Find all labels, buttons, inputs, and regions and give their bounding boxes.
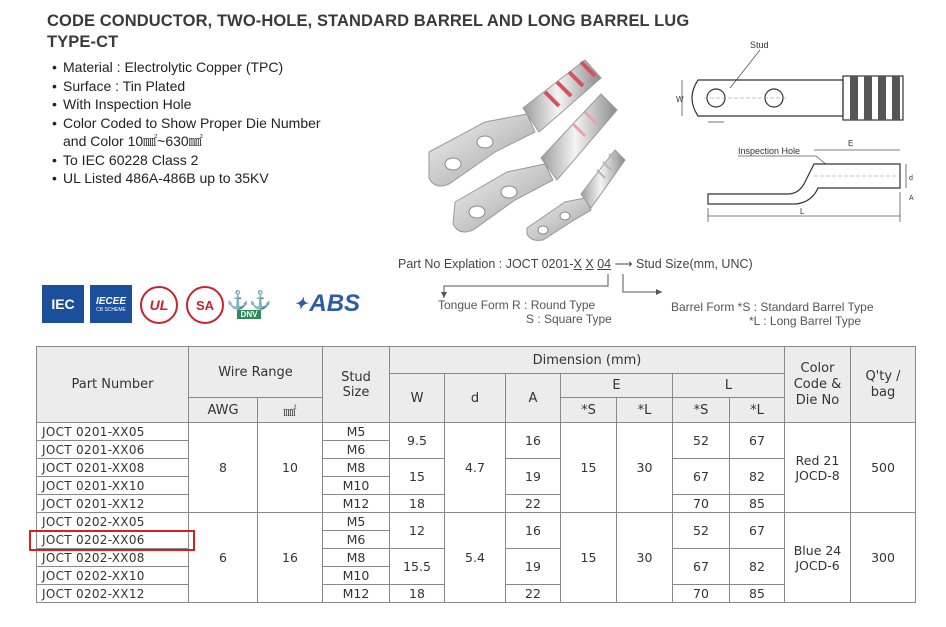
header-color-code: Color Code & Die No: [785, 347, 851, 423]
feature-item: • Color Coded to Show Proper Die Number: [50, 114, 321, 133]
header-e-l: *L: [617, 398, 673, 423]
inspection-hole-label: Inspection Hole: [738, 146, 801, 156]
stud-cell: M8: [323, 549, 390, 567]
stud-cell: M6: [323, 441, 390, 459]
color-code-cell: [785, 423, 851, 513]
l-l-cell: 67: [730, 513, 785, 549]
arrow-right-icon: ⟶: [614, 257, 633, 271]
lug-small: [527, 150, 625, 240]
a-cell: 22: [506, 495, 561, 513]
iec-logo: IEC: [42, 285, 84, 323]
qty-cell: 500: [851, 423, 916, 513]
d-cell: 4.7: [445, 423, 506, 513]
anchor-icon: ⚓⚓: [226, 289, 272, 310]
barrel-form-explanation: [671, 300, 933, 328]
part-number-explanation: [398, 256, 753, 271]
header-qty: Q'ty / bag: [851, 347, 916, 423]
e-dim-label: E: [848, 139, 854, 148]
l-s-cell: 67: [673, 459, 730, 495]
part-number-cell: JOCT 0201-XX10: [37, 477, 189, 495]
l-s-cell: 70: [673, 495, 730, 513]
l-dim-label: L: [800, 207, 805, 216]
part-number-cell: JOCT 0202-XX10: [37, 567, 189, 585]
csa-logo: SA: [186, 286, 224, 324]
l-l-cell: 67: [730, 423, 785, 459]
eagle-icon: ✦: [293, 296, 308, 313]
lug-product-photo: [415, 52, 655, 242]
w-cell: 9.5: [390, 423, 445, 459]
part-number-cell: JOCT 0202-XX08: [37, 549, 189, 567]
header-wire-range: Wire Range: [189, 347, 323, 398]
mm2-cell: 10: [258, 423, 323, 513]
tongue-form-explanation: [438, 298, 638, 326]
part-no-label: Part No Explation : JOCT 0201-: [398, 257, 574, 271]
iecee-logo: IECEE CB SCHEME: [90, 285, 132, 323]
a-cell: 22: [506, 585, 561, 603]
header-awg: AWG: [189, 398, 258, 423]
e-l-cell: 30: [617, 513, 673, 603]
table-row: [37, 513, 916, 531]
w-cell: 12: [390, 513, 445, 549]
header-l-s: *S: [673, 398, 730, 423]
color-name: Blue 24: [793, 542, 842, 558]
feature-item-continued: and Color 10㎟~630㎟: [63, 133, 203, 149]
stud-cell: M10: [323, 567, 390, 585]
stud-size-label: Stud Size(mm, UNC): [636, 257, 753, 271]
l-l-cell: 85: [730, 585, 785, 603]
w-dim-label: W: [676, 95, 684, 104]
code-04: 04: [597, 257, 612, 271]
l-s-cell: 67: [673, 549, 730, 585]
stud-cell: M5: [323, 513, 390, 531]
barrel-form-standard: Barrel Form *S : Standard Barrel Type: [671, 300, 874, 314]
stud-cell: M12: [323, 495, 390, 513]
tongue-form-round: Tongue Form R : Round Type: [438, 298, 596, 312]
e-s-cell: 15: [561, 513, 617, 603]
header-dimension: Dimension (mm): [390, 347, 785, 374]
color-code-cell: [785, 513, 851, 603]
stud-label: Stud: [750, 40, 769, 50]
header-e-s: *S: [561, 398, 617, 423]
w-cell: 18: [390, 585, 445, 603]
l-s-cell: 52: [673, 423, 730, 459]
title-line-1: CODE CONDUCTOR, TWO-HOLE, STANDARD BARREL AND LONG BARREL LUG: [47, 12, 690, 30]
highlight-box: [29, 530, 195, 551]
header-stud-size: Stud Size: [323, 347, 390, 423]
part-number-cell: JOCT 0202-XX12: [37, 585, 189, 603]
a-dim-label: A: [909, 195, 914, 202]
header-part-number: Part Number: [37, 347, 189, 423]
header-l: L: [673, 374, 785, 398]
code-x1: X: [573, 257, 582, 271]
code-x2: X: [585, 257, 594, 271]
l-s-cell: 52: [673, 513, 730, 549]
w-cell: 18: [390, 495, 445, 513]
qty-cell: 300: [851, 513, 916, 603]
part-number-cell: JOCT 0202-XX06: [37, 531, 189, 549]
w-cell: 15: [390, 459, 445, 495]
awg-cell: 8: [189, 423, 258, 513]
ul-logo: UL: [140, 286, 178, 324]
a-cell: 16: [506, 423, 561, 459]
mm2-cell: 16: [258, 513, 323, 603]
feature-list: [50, 58, 321, 188]
l-l-cell: 82: [730, 459, 785, 495]
part-number-cell: JOCT 0201-XX06: [37, 441, 189, 459]
die-number: JOCD-6: [795, 557, 840, 573]
part-number-cell: JOCT 0201-XX08: [37, 459, 189, 477]
title-line-2: TYPE-CT: [47, 33, 119, 51]
feature-item: • To IEC 60228 Class 2: [50, 151, 321, 170]
part-number-cell: JOCT 0201-XX12: [37, 495, 189, 513]
stud-cell: M5: [323, 423, 390, 441]
header-mm2: ㎟: [258, 398, 323, 423]
e-s-cell: 15: [561, 423, 617, 513]
stud-cell: M12: [323, 585, 390, 603]
feature-item: • UL Listed 486A-486B up to 35KV: [50, 169, 321, 188]
awg-cell: 6: [189, 513, 258, 603]
a-cell: 16: [506, 513, 561, 549]
color-name: Red 21: [795, 452, 840, 468]
feature-item: • With Inspection Hole: [50, 95, 321, 114]
spec-table: [36, 346, 916, 603]
header-w: W: [390, 374, 445, 423]
d-dim-label: d: [909, 175, 913, 182]
w-cell: 15.5: [390, 549, 445, 585]
a-cell: 19: [506, 549, 561, 585]
header-d: d: [445, 374, 506, 423]
die-number: JOCD-8: [795, 467, 840, 483]
abs-logo: ✦ ABS: [293, 290, 361, 317]
l-s-cell: 70: [673, 585, 730, 603]
barrel-form-long: *L : Long Barrel Type: [749, 314, 862, 328]
l-l-cell: 82: [730, 549, 785, 585]
header-a: A: [506, 374, 561, 423]
part-number-cell: JOCT 0202-XX05: [37, 513, 189, 531]
page-title: [47, 11, 689, 53]
stud-cell: M10: [323, 477, 390, 495]
tongue-form-square: S : Square Type: [526, 312, 612, 326]
header-l-l: *L: [730, 398, 785, 423]
e-l-cell: 30: [617, 423, 673, 513]
dnv-logo: ⚓⚓ DNV: [226, 289, 272, 319]
a-cell: 19: [506, 459, 561, 495]
part-number-cell: JOCT 0201-XX05: [37, 423, 189, 441]
table-row: [37, 423, 916, 441]
header-e: E: [561, 374, 673, 398]
feature-item: • Material : Electrolytic Copper (TPC): [50, 58, 321, 77]
feature-item: • Surface : Tin Plated: [50, 77, 321, 96]
d-cell: 5.4: [445, 513, 506, 603]
lug-technical-drawing: [668, 36, 918, 231]
stud-cell: M6: [323, 531, 390, 549]
stud-cell: M8: [323, 459, 390, 477]
l-l-cell: 85: [730, 495, 785, 513]
